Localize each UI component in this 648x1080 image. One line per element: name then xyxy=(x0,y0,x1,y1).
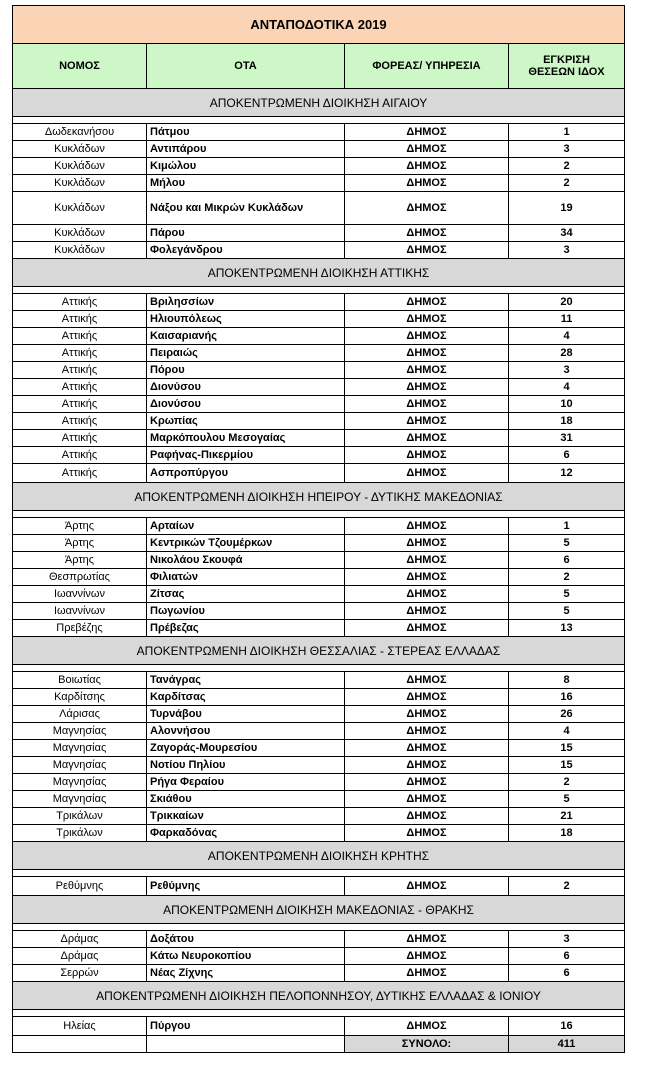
table-row xyxy=(13,225,625,242)
table-row xyxy=(13,791,625,808)
theseis-cell: 6 xyxy=(509,552,625,569)
table-row xyxy=(13,740,625,757)
table-row xyxy=(13,328,625,345)
table-row xyxy=(13,825,625,842)
theseis-cell: 18 xyxy=(509,413,625,430)
foreas-cell: ΔΗΜΟΣ xyxy=(345,948,509,965)
nomos-cell: Αττικής xyxy=(13,328,147,345)
foreas-cell: ΔΗΜΟΣ xyxy=(345,552,509,569)
section-title: ΑΠΟΚΕΝΤΡΩΜΕΝΗ ΔΙΟΙΚΗΣΗ ΗΠΕΙΡΟΥ - ΔΥΤΙΚΗΣ ΜΑΚΕΔΟΝΙΑΣ xyxy=(13,483,625,511)
spacer-cell xyxy=(13,924,625,931)
section-title: ΑΠΟΚΕΝΤΡΩΜΕΝΗ ΔΙΟΙΚΗΣΗ ΑΤΤΙΚΗΣ xyxy=(13,259,625,287)
ota-cell: Φιλιατών xyxy=(147,569,345,586)
table-row xyxy=(13,808,625,825)
ota-cell: Νικολάου Σκουφά xyxy=(147,552,345,569)
nomos-cell: Κυκλάδων xyxy=(13,242,147,259)
theseis-cell: 19 xyxy=(509,192,625,225)
ota-cell: Βριλησσίων xyxy=(147,294,345,311)
table-row xyxy=(13,396,625,413)
foreas-cell: ΔΗΜΟΣ xyxy=(345,396,509,413)
table-row xyxy=(13,345,625,362)
theseis-cell: 26 xyxy=(509,706,625,723)
ota-cell: Διονύσου xyxy=(147,396,345,413)
table-row xyxy=(13,158,625,175)
ota-cell: Καρδίτσας xyxy=(147,689,345,706)
foreas-cell: ΔΗΜΟΣ xyxy=(345,931,509,948)
theseis-cell: 16 xyxy=(509,689,625,706)
foreas-cell: ΔΗΜΟΣ xyxy=(345,586,509,603)
section-row xyxy=(13,896,625,924)
table-row xyxy=(13,535,625,552)
ota-cell: Ηλιουπόλεως xyxy=(147,311,345,328)
foreas-cell: ΔΗΜΟΣ xyxy=(345,706,509,723)
foreas-cell: ΔΗΜΟΣ xyxy=(345,535,509,552)
theseis-cell: 6 xyxy=(509,965,625,982)
spacer-cell xyxy=(13,117,625,124)
nomos-cell: Αττικής xyxy=(13,413,147,430)
foreas-cell: ΔΗΜΟΣ xyxy=(345,464,509,483)
nomos-cell: Αττικής xyxy=(13,464,147,483)
foreas-cell: ΔΗΜΟΣ xyxy=(345,620,509,637)
table-row xyxy=(13,965,625,982)
table-row xyxy=(13,774,625,791)
document-title: ΑΝΤΑΠΟΔΟΤΙΚΑ 2019 xyxy=(13,6,625,44)
theseis-cell: 18 xyxy=(509,825,625,842)
header-ota: ΟΤΑ xyxy=(147,44,345,89)
section-title: ΑΠΟΚΕΝΤΡΩΜΕΝΗ ΔΙΟΙΚΗΣΗ ΠΕΛΟΠΟΝΝΗΣΟΥ, ΔΥΤΙΚΗΣ ΕΛΛΑΔΑΣ & ΙΟΝΙΟΥ xyxy=(13,982,625,1010)
table-row xyxy=(13,706,625,723)
header-egkrisi xyxy=(509,44,625,89)
foreas-cell: ΔΗΜΟΣ xyxy=(345,672,509,689)
nomos-cell: Άρτης xyxy=(13,535,147,552)
ota-cell: Ζίτσας xyxy=(147,586,345,603)
theseis-cell: 12 xyxy=(509,464,625,483)
ota-cell: Δοξάτου xyxy=(147,931,345,948)
nomos-cell: Βοιωτίας xyxy=(13,672,147,689)
theseis-cell: 16 xyxy=(509,1017,625,1036)
foreas-cell: ΔΗΜΟΣ xyxy=(345,1017,509,1036)
allocation-table xyxy=(12,5,625,1053)
theseis-cell: 3 xyxy=(509,931,625,948)
table-row xyxy=(13,464,625,483)
table-row xyxy=(13,311,625,328)
theseis-cell: 3 xyxy=(509,242,625,259)
spacer-cell xyxy=(13,511,625,518)
ota-cell: Ρεθύμνης xyxy=(147,877,345,896)
table-row xyxy=(13,362,625,379)
theseis-cell: 5 xyxy=(509,603,625,620)
nomos-cell: Κυκλάδων xyxy=(13,158,147,175)
section-title: ΑΠΟΚΕΝΤΡΩΜΕΝΗ ΔΙΟΙΚΗΣΗ ΚΡΗΤΗΣ xyxy=(13,842,625,870)
foreas-cell: ΔΗΜΟΣ xyxy=(345,757,509,774)
theseis-cell: 5 xyxy=(509,535,625,552)
nomos-cell: Ρεθύμνης xyxy=(13,877,147,896)
foreas-cell: ΔΗΜΟΣ xyxy=(345,362,509,379)
nomos-cell: Αττικής xyxy=(13,294,147,311)
table-row xyxy=(13,569,625,586)
ota-cell: Ασπροπύργου xyxy=(147,464,345,483)
nomos-cell: Τρικάλων xyxy=(13,808,147,825)
section-row xyxy=(13,259,625,287)
theseis-cell: 8 xyxy=(509,672,625,689)
table-row xyxy=(13,552,625,569)
nomos-cell: Αττικής xyxy=(13,311,147,328)
nomos-cell: Πρεβέζης xyxy=(13,620,147,637)
theseis-cell: 6 xyxy=(509,447,625,464)
foreas-cell: ΔΗΜΟΣ xyxy=(345,158,509,175)
theseis-cell: 1 xyxy=(509,124,625,141)
nomos-cell: Κυκλάδων xyxy=(13,141,147,158)
theseis-cell: 2 xyxy=(509,569,625,586)
ota-cell: Πωγωνίου xyxy=(147,603,345,620)
ota-cell: Καισαριανής xyxy=(147,328,345,345)
theseis-cell: 10 xyxy=(509,396,625,413)
spacer-cell xyxy=(13,870,625,877)
ota-cell: Νέας Ζίχνης xyxy=(147,965,345,982)
spacer-row xyxy=(13,287,625,294)
header-egkrisi-line1: ΕΓΚΡΙΣΗ xyxy=(543,54,590,66)
foreas-cell: ΔΗΜΟΣ xyxy=(345,345,509,362)
spacer-row xyxy=(13,117,625,124)
table-row xyxy=(13,620,625,637)
section-row xyxy=(13,89,625,117)
table-row xyxy=(13,192,625,225)
theseis-cell: 31 xyxy=(509,430,625,447)
theseis-cell: 2 xyxy=(509,158,625,175)
nomos-cell: Δράμας xyxy=(13,948,147,965)
table-row xyxy=(13,586,625,603)
foreas-cell: ΔΗΜΟΣ xyxy=(345,965,509,982)
table-row xyxy=(13,124,625,141)
total-row xyxy=(13,1036,625,1053)
table-row xyxy=(13,672,625,689)
table-row xyxy=(13,175,625,192)
nomos-cell: Αττικής xyxy=(13,447,147,464)
theseis-cell: 20 xyxy=(509,294,625,311)
foreas-cell: ΔΗΜΟΣ xyxy=(345,413,509,430)
table-row xyxy=(13,931,625,948)
table-row xyxy=(13,294,625,311)
spacer-cell xyxy=(13,287,625,294)
foreas-cell: ΔΗΜΟΣ xyxy=(345,192,509,225)
spacer-cell xyxy=(13,665,625,672)
ota-cell: Πύργου xyxy=(147,1017,345,1036)
foreas-cell: ΔΗΜΟΣ xyxy=(345,447,509,464)
nomos-cell: Τρικάλων xyxy=(13,825,147,842)
nomos-cell: Ιωαννίνων xyxy=(13,586,147,603)
table-row xyxy=(13,447,625,464)
ota-cell: Πρέβεζας xyxy=(147,620,345,637)
table-row xyxy=(13,141,625,158)
nomos-cell: Σερρών xyxy=(13,965,147,982)
foreas-cell: ΔΗΜΟΣ xyxy=(345,294,509,311)
theseis-cell: 5 xyxy=(509,586,625,603)
theseis-cell: 2 xyxy=(509,877,625,896)
header-row xyxy=(13,44,625,89)
foreas-cell: ΔΗΜΟΣ xyxy=(345,328,509,345)
nomos-cell: Άρτης xyxy=(13,552,147,569)
foreas-cell: ΔΗΜΟΣ xyxy=(345,225,509,242)
foreas-cell: ΔΗΜΟΣ xyxy=(345,242,509,259)
header-foreas: ΦΟΡΕΑΣ/ ΥΠΗΡΕΣΙΑ xyxy=(345,44,509,89)
table-row xyxy=(13,757,625,774)
theseis-cell: 15 xyxy=(509,757,625,774)
section-title: ΑΠΟΚΕΝΤΡΩΜΕΝΗ ΔΙΟΙΚΗΣΗ ΜΑΚΕΔΟΝΙΑΣ - ΘΡΑΚΗΣ xyxy=(13,896,625,924)
table-row xyxy=(13,948,625,965)
ota-cell: Αντιπάρου xyxy=(147,141,345,158)
ota-cell: Κρωπίας xyxy=(147,413,345,430)
nomos-cell: Καρδίτσης xyxy=(13,689,147,706)
spacer-row xyxy=(13,1010,625,1017)
spacer-row xyxy=(13,511,625,518)
foreas-cell: ΔΗΜΟΣ xyxy=(345,518,509,535)
ota-cell: Τανάγρας xyxy=(147,672,345,689)
table-row xyxy=(13,603,625,620)
theseis-cell: 2 xyxy=(509,774,625,791)
ota-cell: Νοτίου Πηλίου xyxy=(147,757,345,774)
theseis-cell: 3 xyxy=(509,362,625,379)
ota-cell: Κιμώλου xyxy=(147,158,345,175)
ota-cell: Διονύσου xyxy=(147,379,345,396)
section-row xyxy=(13,982,625,1010)
nomos-cell: Μαγνησίας xyxy=(13,740,147,757)
ota-cell: Τρικκαίων xyxy=(147,808,345,825)
nomos-cell: Λάρισας xyxy=(13,706,147,723)
nomos-cell: Κυκλάδων xyxy=(13,175,147,192)
section-title: ΑΠΟΚΕΝΤΡΩΜΕΝΗ ΔΙΟΙΚΗΣΗ ΘΕΣΣΑΛΙΑΣ - ΣΤΕΡΕΑΣ ΕΛΛΑΔΑΣ xyxy=(13,637,625,665)
header-egkrisi-line2: ΘΕΣΕΩΝ ΙΔΟΧ xyxy=(528,66,605,78)
table-row xyxy=(13,689,625,706)
ota-cell: Ραφήνας-Πικερμίου xyxy=(147,447,345,464)
spacer-cell xyxy=(13,1010,625,1017)
theseis-cell: 1 xyxy=(509,518,625,535)
theseis-cell: 2 xyxy=(509,175,625,192)
ota-cell: Μαρκόπουλου Μεσογαίας xyxy=(147,430,345,447)
theseis-cell: 34 xyxy=(509,225,625,242)
nomos-cell: Αττικής xyxy=(13,430,147,447)
theseis-cell: 5 xyxy=(509,791,625,808)
spacer-row xyxy=(13,924,625,931)
ota-cell: Πάρου xyxy=(147,225,345,242)
ota-cell: Αλοννήσου xyxy=(147,723,345,740)
theseis-cell: 4 xyxy=(509,328,625,345)
ota-cell: Νάξου και Μικρών Κυκλάδων xyxy=(147,192,345,225)
ota-cell: Ζαγοράς-Μουρεσίου xyxy=(147,740,345,757)
ota-cell: Τυρνάβου xyxy=(147,706,345,723)
total-empty-cell xyxy=(147,1036,345,1053)
ota-cell: Φολεγάνδρου xyxy=(147,242,345,259)
nomos-cell: Αττικής xyxy=(13,396,147,413)
header-nomos: ΝΟΜΟΣ xyxy=(13,44,147,89)
foreas-cell: ΔΗΜΟΣ xyxy=(345,723,509,740)
ota-cell: Ρήγα Φεραίου xyxy=(147,774,345,791)
table-row xyxy=(13,518,625,535)
foreas-cell: ΔΗΜΟΣ xyxy=(345,124,509,141)
nomos-cell: Μαγνησίας xyxy=(13,774,147,791)
ota-cell: Πόρου xyxy=(147,362,345,379)
section-row xyxy=(13,483,625,511)
table-row xyxy=(13,430,625,447)
table-row xyxy=(13,379,625,396)
title-row xyxy=(13,6,625,44)
foreas-cell: ΔΗΜΟΣ xyxy=(345,808,509,825)
nomos-cell: Κυκλάδων xyxy=(13,225,147,242)
total-value: 411 xyxy=(509,1036,625,1053)
nomos-cell: Ηλείας xyxy=(13,1017,147,1036)
table-row xyxy=(13,413,625,430)
ota-cell: Πειραιώς xyxy=(147,345,345,362)
ota-cell: Μήλου xyxy=(147,175,345,192)
section-row xyxy=(13,842,625,870)
spacer-row xyxy=(13,665,625,672)
nomos-cell: Αττικής xyxy=(13,362,147,379)
foreas-cell: ΔΗΜΟΣ xyxy=(345,877,509,896)
total-empty-cell xyxy=(13,1036,147,1053)
theseis-cell: 4 xyxy=(509,723,625,740)
foreas-cell: ΔΗΜΟΣ xyxy=(345,569,509,586)
nomos-cell: Κυκλάδων xyxy=(13,192,147,225)
section-row xyxy=(13,637,625,665)
nomos-cell: Αττικής xyxy=(13,379,147,396)
foreas-cell: ΔΗΜΟΣ xyxy=(345,379,509,396)
nomos-cell: Δράμας xyxy=(13,931,147,948)
nomos-cell: Άρτης xyxy=(13,518,147,535)
theseis-cell: 15 xyxy=(509,740,625,757)
foreas-cell: ΔΗΜΟΣ xyxy=(345,311,509,328)
ota-cell: Σκιάθου xyxy=(147,791,345,808)
spacer-row xyxy=(13,870,625,877)
foreas-cell: ΔΗΜΟΣ xyxy=(345,175,509,192)
table-row xyxy=(13,877,625,896)
theseis-cell: 21 xyxy=(509,808,625,825)
theseis-cell: 4 xyxy=(509,379,625,396)
foreas-cell: ΔΗΜΟΣ xyxy=(345,689,509,706)
ota-cell: Φαρκαδόνας xyxy=(147,825,345,842)
nomos-cell: Αττικής xyxy=(13,345,147,362)
foreas-cell: ΔΗΜΟΣ xyxy=(345,740,509,757)
ota-cell: Πάτμου xyxy=(147,124,345,141)
ota-cell: Κάτω Νευροκοπίου xyxy=(147,948,345,965)
nomos-cell: Μαγνησίας xyxy=(13,723,147,740)
foreas-cell: ΔΗΜΟΣ xyxy=(345,825,509,842)
total-label: ΣΥΝΟΛΟ: xyxy=(345,1036,509,1053)
theseis-cell: 11 xyxy=(509,311,625,328)
theseis-cell: 13 xyxy=(509,620,625,637)
theseis-cell: 6 xyxy=(509,948,625,965)
nomos-cell: Θεσπρωτίας xyxy=(13,569,147,586)
nomos-cell: Δωδεκανήσου xyxy=(13,124,147,141)
theseis-cell: 28 xyxy=(509,345,625,362)
document-page xyxy=(12,5,624,1053)
foreas-cell: ΔΗΜΟΣ xyxy=(345,141,509,158)
table-row xyxy=(13,723,625,740)
section-title: ΑΠΟΚΕΝΤΡΩΜΕΝΗ ΔΙΟΙΚΗΣΗ ΑΙΓΑΙΟΥ xyxy=(13,89,625,117)
foreas-cell: ΔΗΜΟΣ xyxy=(345,603,509,620)
ota-cell: Κεντρικών Τζουμέρκων xyxy=(147,535,345,552)
foreas-cell: ΔΗΜΟΣ xyxy=(345,430,509,447)
foreas-cell: ΔΗΜΟΣ xyxy=(345,791,509,808)
ota-cell: Αρταίων xyxy=(147,518,345,535)
theseis-cell: 3 xyxy=(509,141,625,158)
table-row xyxy=(13,242,625,259)
nomos-cell: Ιωαννίνων xyxy=(13,603,147,620)
foreas-cell: ΔΗΜΟΣ xyxy=(345,774,509,791)
nomos-cell: Μαγνησίας xyxy=(13,791,147,808)
table-row xyxy=(13,1017,625,1036)
nomos-cell: Μαγνησίας xyxy=(13,757,147,774)
